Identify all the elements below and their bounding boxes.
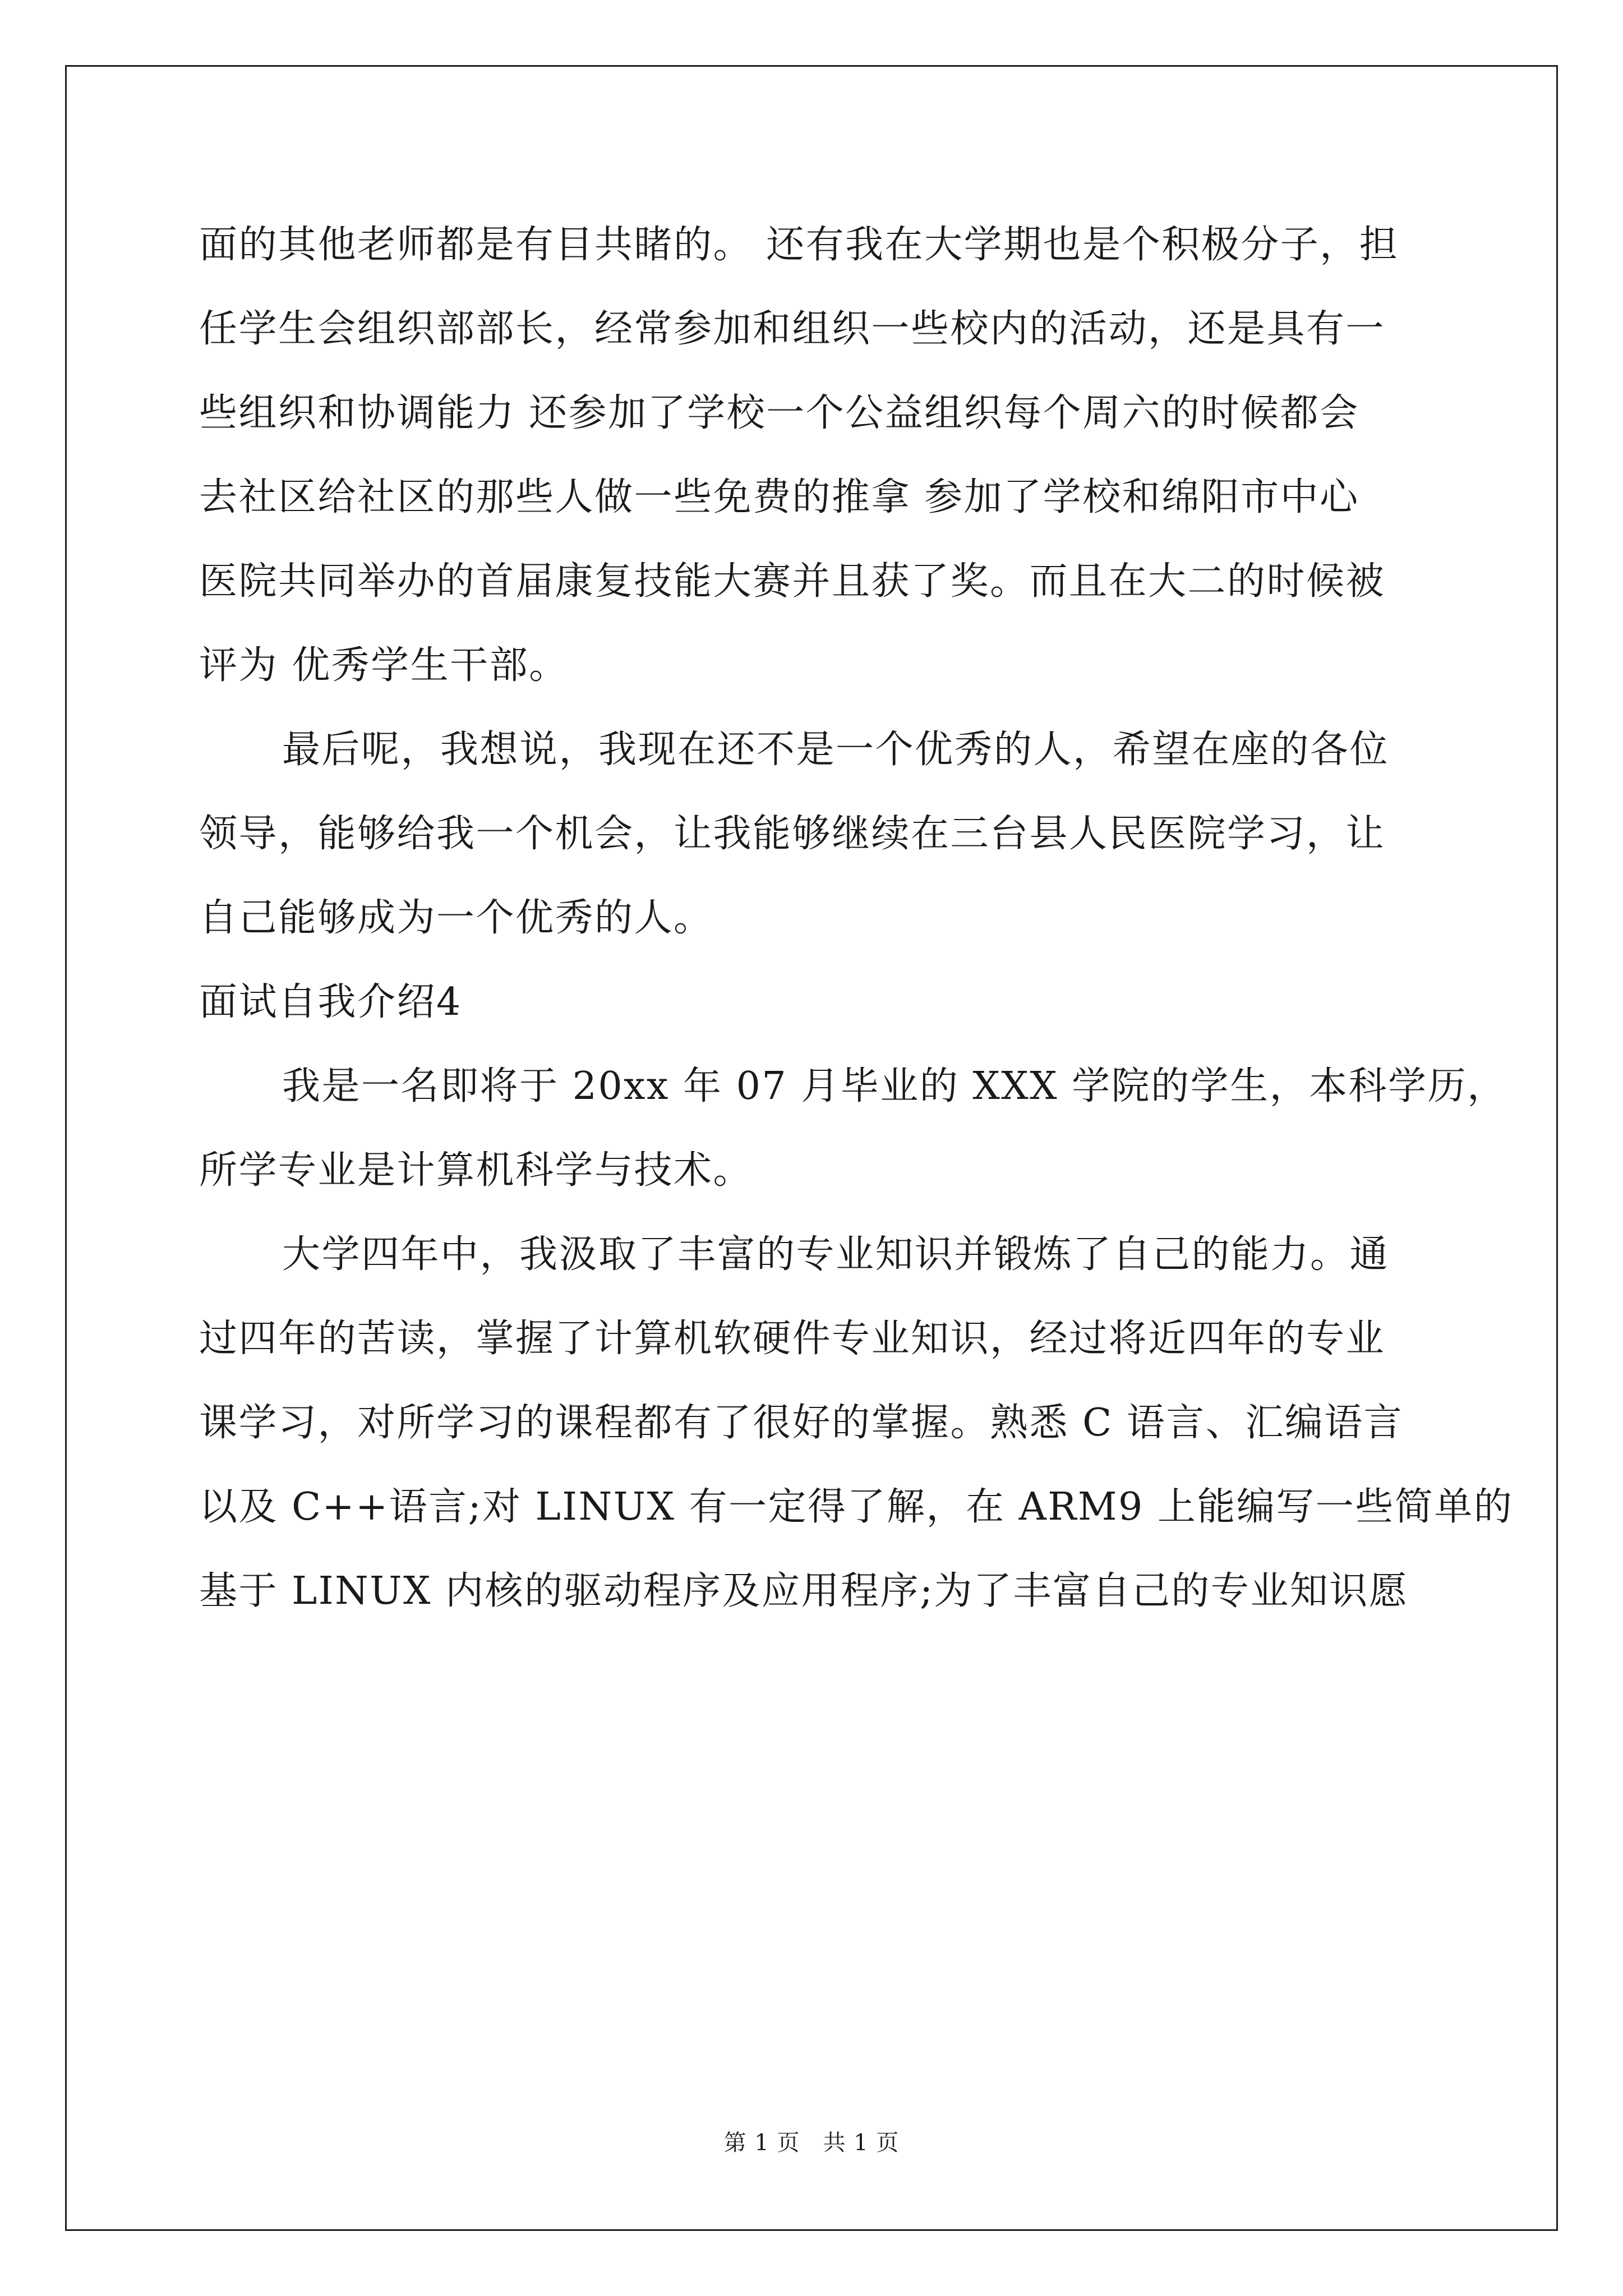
text-line: 面的其他老师都是有目共睹的。 还有我在大学期也是个积极分子，担 bbox=[199, 223, 1399, 267]
text-line: 过四年的苦读，掌握了计算机软硬件专业知识，经过将近四年的专业 bbox=[199, 1317, 1386, 1361]
text-line: 医院共同举办的首届康复技能大赛并且获了奖。而且在大二的时候被 bbox=[199, 559, 1386, 604]
text-line: 领导，能够给我一个机会，让我能够继续在三台县人民医院学习，让 bbox=[199, 812, 1386, 856]
text-line: 自己能够成为一个优秀的人。 bbox=[199, 896, 713, 940]
page-number-footer: 第 1 页 共 1 页 bbox=[723, 2130, 900, 2156]
text-line: 我是一名即将于 20xx 年 07 月毕业的 XXX 学院的学生，本科学历， bbox=[282, 1064, 1507, 1108]
document-body bbox=[199, 203, 1514, 1634]
text-line: 基于 LINUX 内核的驱动程序及应用程序;为了丰富自己的专业知识愿 bbox=[199, 1569, 1409, 1613]
text-line: 以及 C++语言;对 LINUX 有一定得了解，在 ARM9 上能编写一些简单的 bbox=[199, 1485, 1514, 1529]
text-line: 评为 优秀学生干部。 bbox=[199, 643, 569, 688]
text-line: 大学四年中，我汲取了丰富的专业知识并锻炼了自己的能力。通 bbox=[282, 1232, 1390, 1277]
text-line: 所学专业是计算机科学与技术。 bbox=[199, 1148, 753, 1193]
text-line: 课学习，对所学习的课程都有了很好的掌握。熟悉 C 语言、汇编语言 bbox=[199, 1401, 1404, 1445]
text-line: 最后呢，我想说，我现在还不是一个优秀的人，希望在座的各位 bbox=[282, 728, 1390, 772]
text-line: 去社区给社区的那些人做一些免费的推拿 参加了学校和绵阳市中心 bbox=[199, 475, 1359, 519]
section-heading: 面试自我介绍4 bbox=[199, 980, 462, 1024]
text-line: 些组织和协调能力 还参加了学校一个公益组织每个周六的时候都会 bbox=[199, 391, 1359, 435]
text-line: 任学生会组织部部长，经常参加和组织一些校内的活动，还是具有一 bbox=[199, 307, 1386, 351]
